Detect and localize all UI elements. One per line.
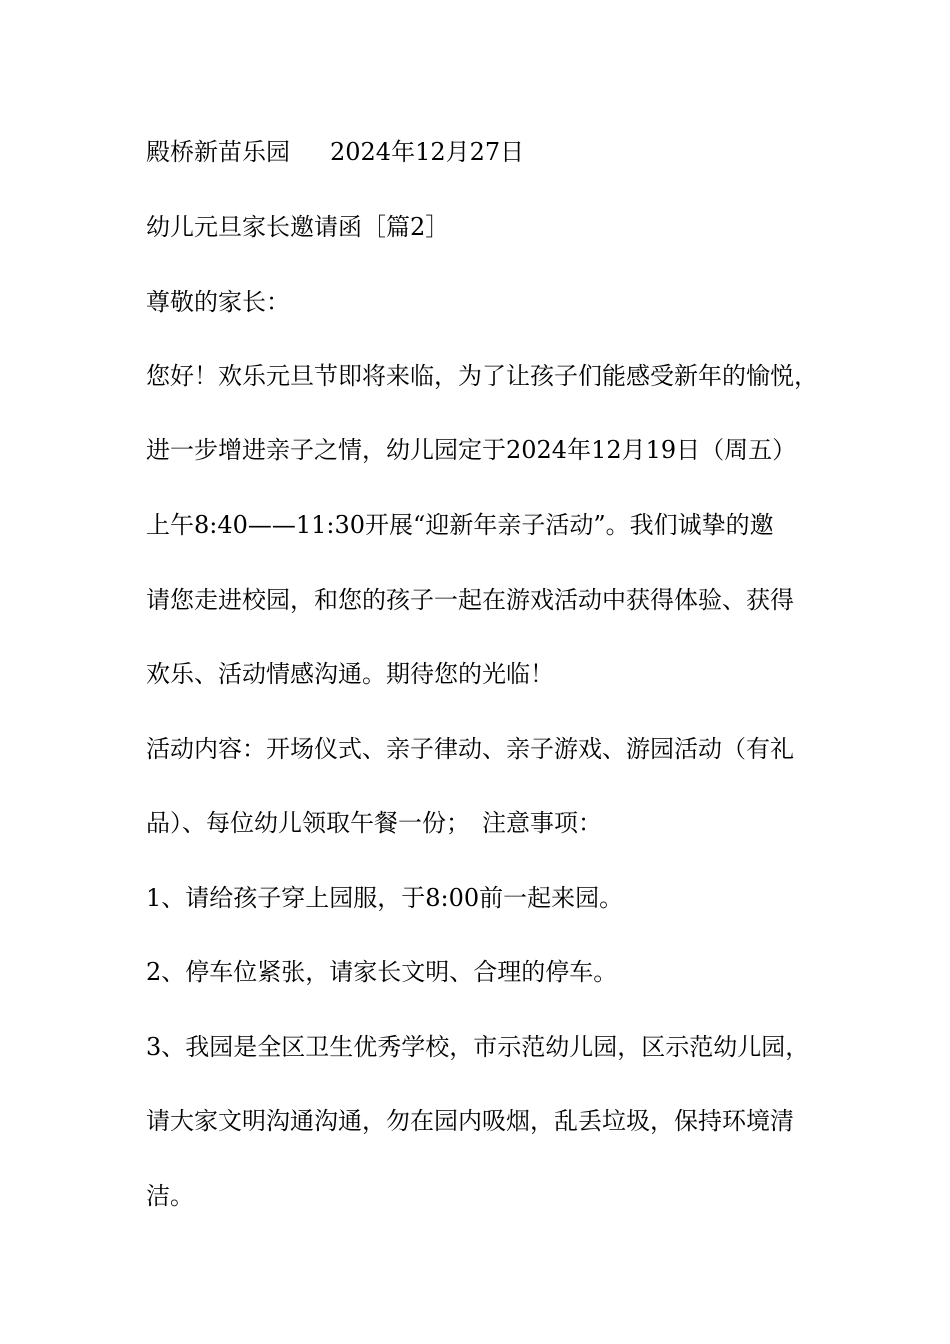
header-date: 2024年12月27日 — [330, 138, 525, 166]
header-org: 殿桥新苗乐园 — [146, 138, 290, 166]
body-line: 欢乐、活动情感沟通。期待您的光临！ — [146, 660, 554, 688]
body-line: 请您走进校园，和您的孩子一起在游戏活动中获得体验、获得 — [146, 586, 794, 614]
document-title: 幼儿元旦家长邀请函［篇2］ — [146, 213, 450, 241]
notice-item: 2、停车位紧张，请家长文明、合理的停车。 — [146, 958, 618, 986]
notice-item: 3、我园是全区卫生优秀学校，市示范幼儿园，区示范幼儿园， — [146, 1033, 810, 1061]
notice-item: 洁。 — [146, 1182, 194, 1210]
salutation: 尊敬的家长： — [146, 288, 290, 316]
notice-item: 1、请给孩子穿上园服，于8:00前一起来园。 — [146, 884, 624, 912]
body-line: 您好！欢乐元旦节即将来临，为了让孩子们能感受新年的愉悦， — [146, 362, 818, 390]
notice-item: 请大家文明沟通沟通，勿在园内吸烟，乱丢垃圾，保持环境清 — [146, 1107, 794, 1135]
header-line — [146, 137, 524, 167]
body-line: 上午8:40——11:30开展“迎新年亲子活动”。我们诚挚的邀 — [146, 511, 774, 539]
activity-content-line: 品）、每位幼儿领取午餐一份； 注意事项： — [146, 809, 602, 837]
activity-content-line: 活动内容：开场仪式、亲子律动、亲子游戏、游园活动（有礼 — [146, 735, 794, 763]
body-line: 进一步增进亲子之情，幼儿园定于2024年12月19日（周五） — [146, 436, 797, 464]
